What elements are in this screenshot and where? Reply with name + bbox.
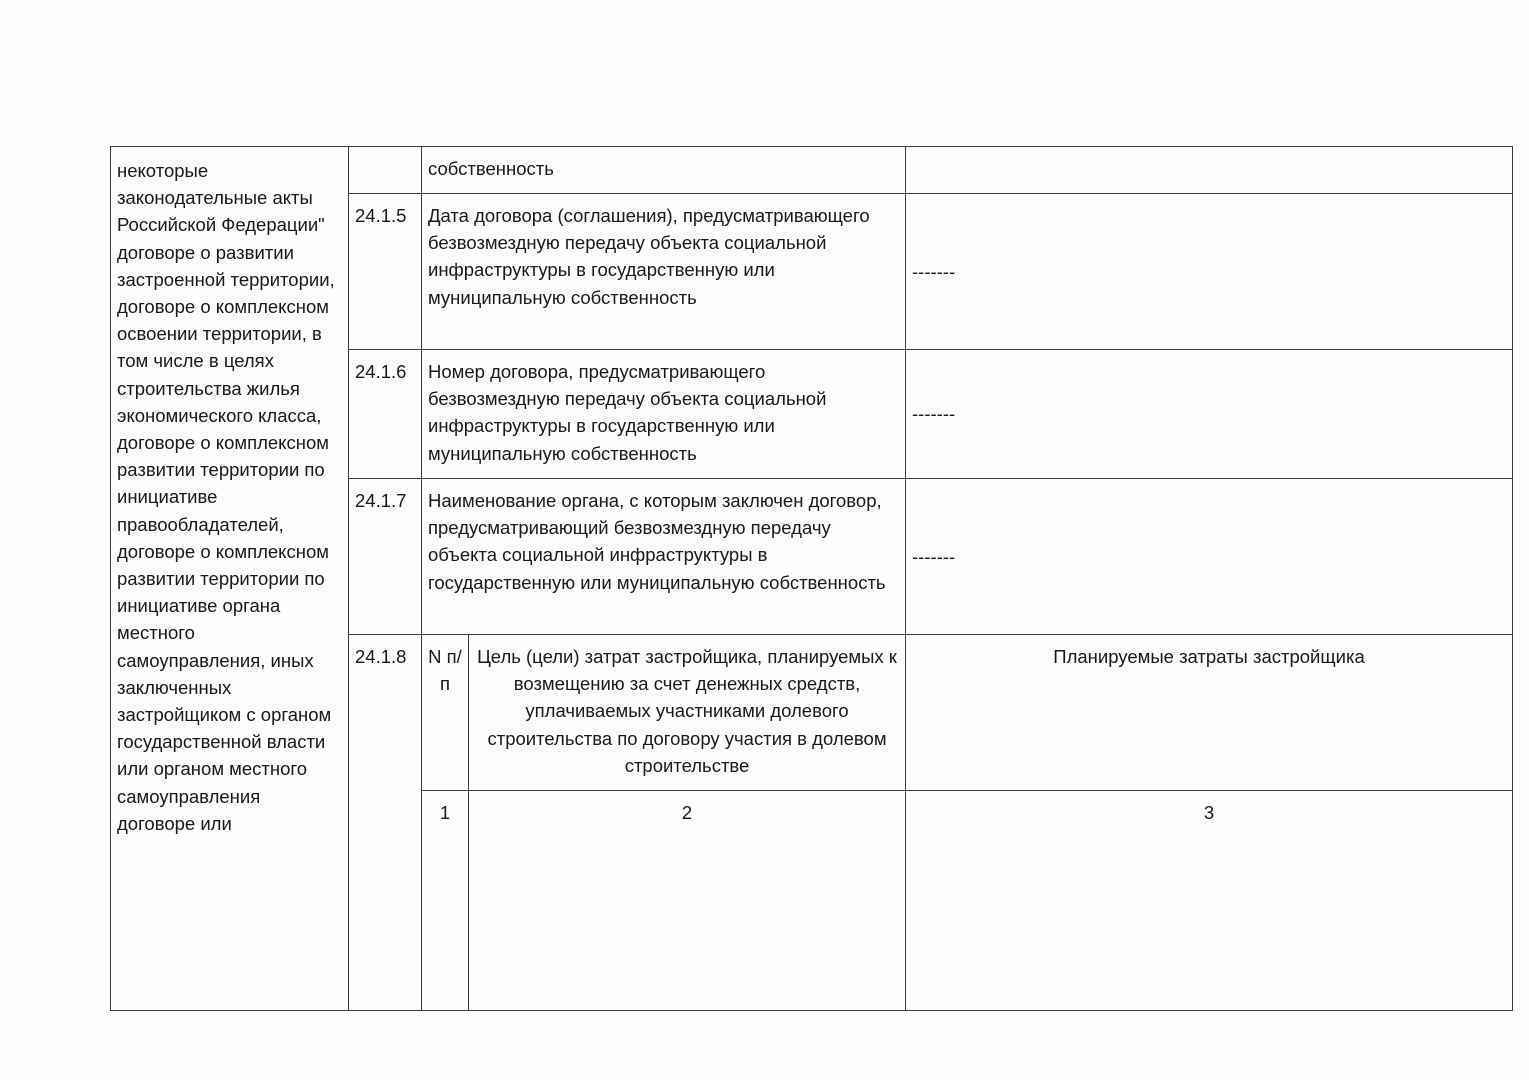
row-value: ------- [906, 479, 1513, 635]
row-description: Наименование органа, с которым заключен договор, предусматривающий безвозмездную передачу объекта социальной инфраструктуры в государственную или муниципальную собственность [422, 479, 906, 635]
row-value: ------- [906, 194, 1513, 350]
table-row [111, 147, 1513, 194]
column-number-2: 2 [469, 791, 906, 1011]
row-value [906, 147, 1513, 194]
row-value: ------- [906, 350, 1513, 479]
header-goal: Цель (цели) затрат застройщика, планируемых к возмещению за счет денежных средств, уплачиваемых участниками долевого строительства по договору участия в долевом строительстве [469, 635, 906, 791]
row-code: 24.1.5 [349, 194, 422, 350]
header-planned-costs: Планируемые затраты застройщика [906, 635, 1513, 791]
row-code: 24.1.7 [349, 479, 422, 635]
column-number-1: 1 [422, 791, 469, 1011]
row-code: 24.1.8 [349, 635, 422, 1011]
project-declaration-table [110, 146, 1513, 1011]
row-code: 24.1.6 [349, 350, 422, 479]
section-description-cell: некоторые законодательные акты Российской Федерации" договоре о развитии застроенной территории, договоре о комплексном освоении территории, в том числе в целях строительства жилья экономического класса, договоре о комплексном развитии территории по инициативе правообладателей, договоре о комплексном развитии территории по инициативе органа местного самоуправления, иных заключенных застройщиком с органом государственной власти или органом местного самоуправления договоре или [111, 147, 349, 1011]
row-description: Дата договора (соглашения), предусматривающего безвозмездную передачу объекта социальной инфраструктуры в государственную или муниципальную собственность [422, 194, 906, 350]
row-description: собственность [422, 147, 906, 194]
header-number: N п/п [422, 635, 469, 791]
column-number-3: 3 [906, 791, 1513, 1011]
row-description: Номер договора, предусматривающего безвозмездную передачу объекта социальной инфраструктуры в государственную или муниципальную собственность [422, 350, 906, 479]
row-code [349, 147, 422, 194]
